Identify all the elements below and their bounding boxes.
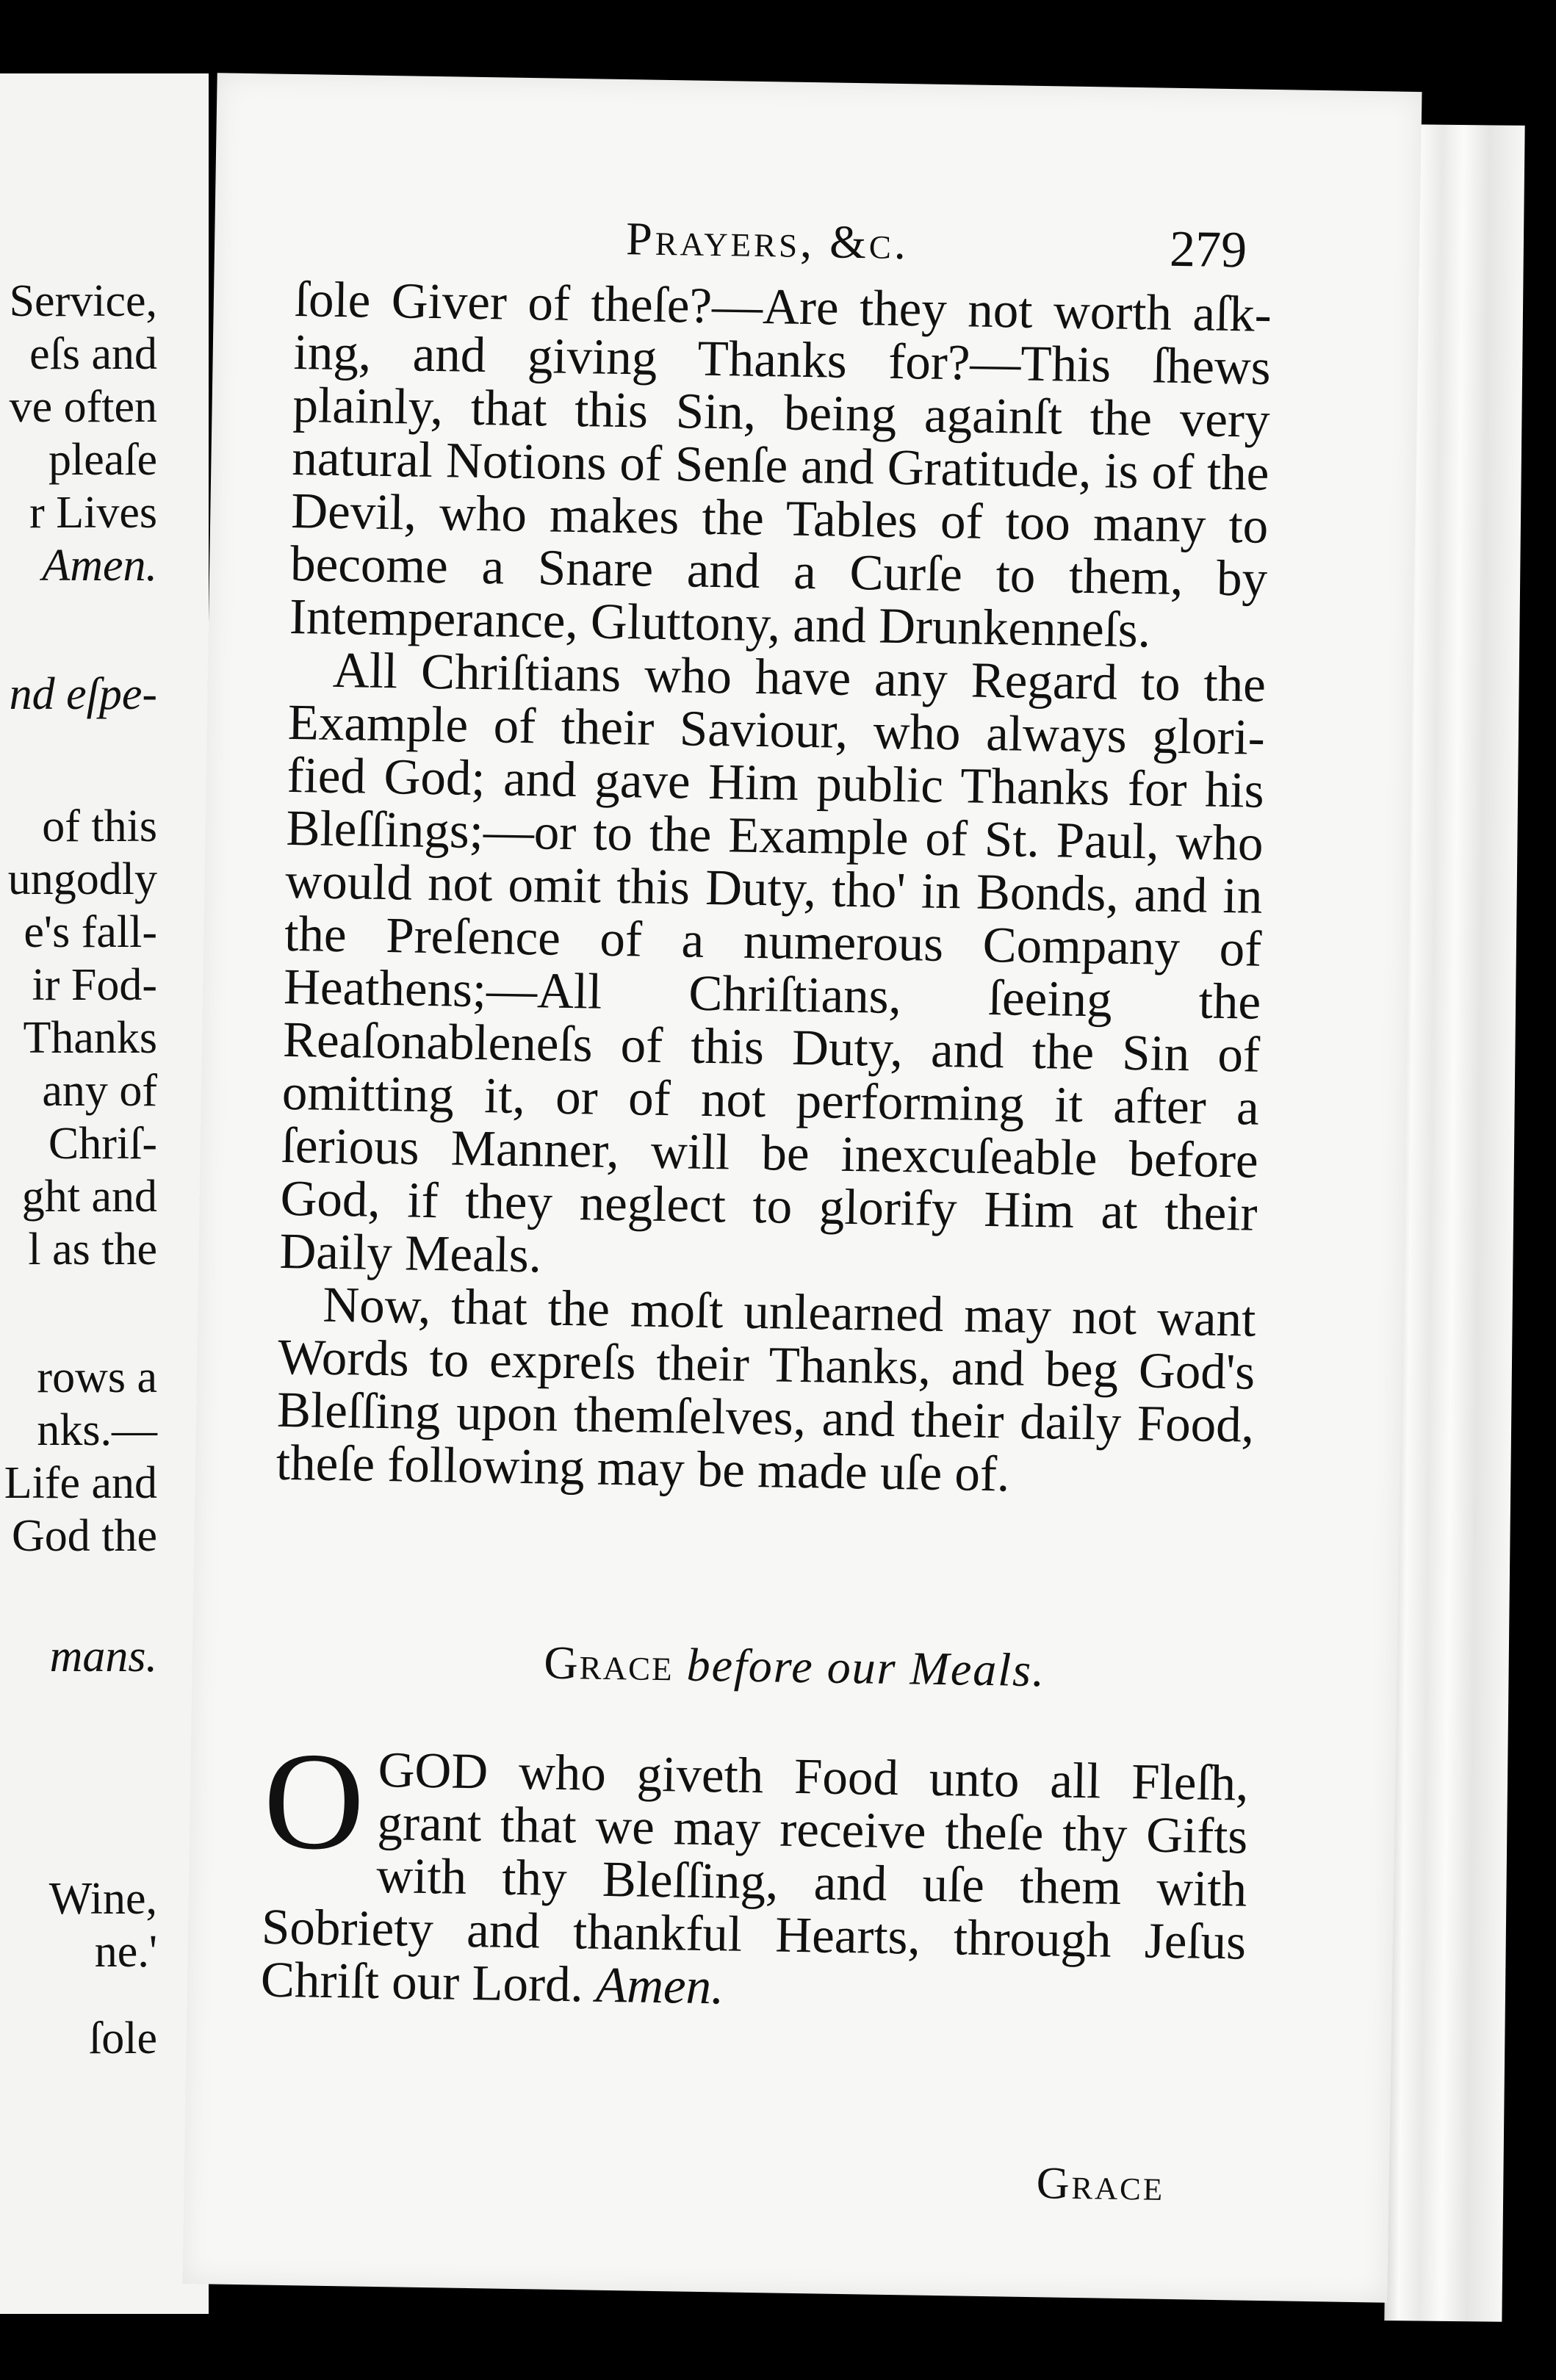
page-number: 279	[1169, 220, 1247, 279]
left-line: God the	[11, 1511, 157, 1561]
left-page-fragment	[0, 73, 209, 2314]
heading-small-caps: Grace	[543, 1636, 674, 1691]
left-line: Wine,	[48, 1874, 157, 1924]
drop-cap: O	[262, 1723, 366, 1880]
catchword: Grace	[1036, 2158, 1165, 2210]
left-line: pleaſe	[48, 435, 157, 485]
left-line: rows a	[37, 1352, 157, 1402]
prayer-text	[260, 1723, 1249, 2022]
paragraph: Now, that the moſt unlearned may not want Words to expreſs their Thanks, and beg God's Bleſſing upon themſelves, and their daily Food, theſe following may be made uſe of.	[275, 1276, 1256, 1502]
body-text	[275, 273, 1272, 1504]
left-line: ir Fod-	[32, 960, 157, 1010]
heading-italic: before our Meals.	[686, 1638, 1046, 1697]
left-line: ne.'	[94, 1927, 157, 1977]
prayer-body: GOD who giveth Food unto all Fleſh, grant that we may receive theſe thy Gifts with thy Bleſſing, and uſe them with Sobriety and thankful Hearts, through Jeſus Chriſt our Lord.	[260, 1742, 1249, 2013]
page-header	[215, 205, 1420, 283]
left-line: Chriſ-	[48, 1119, 157, 1169]
left-line: of this	[42, 801, 157, 851]
left-line: ve often	[9, 382, 157, 432]
prayer-amen: Amen.	[595, 1956, 724, 2015]
book-page-279	[182, 73, 1422, 2302]
left-line: ght and	[21, 1172, 157, 1222]
left-line: l as the	[28, 1225, 157, 1274]
paragraph: All Chriſtians who have any Regard to the Example of their Saviour, who always glori-fied God; and gave Him public Thanks for his Bleſſings;—or to the Example of St. Paul, who would not omit this Duty, tho' in Bonds, and in the Preſence of a numerous Company of Heathens;—All Chriſtians, ſeeing the Reaſonableneſs of this Duty, and the Sin of omitting it, or of not performing it after a ſerious Manner, will be inexcuſeable before God, if they neglect to glorify Him at their Daily Meals.	[278, 641, 1267, 1283]
left-line: ungodly	[7, 854, 157, 904]
left-line: nd eſpe-	[9, 669, 157, 719]
left-line: ſole	[89, 2013, 157, 2063]
left-line: any of	[42, 1066, 157, 1116]
left-line: Thanks	[23, 1013, 157, 1063]
left-line: e's fall-	[24, 907, 157, 957]
section-heading	[192, 1630, 1397, 1703]
left-line: Service,	[9, 276, 157, 326]
left-line: Amen.	[42, 541, 157, 591]
running-head: Prayers, &c.	[625, 212, 910, 270]
left-line: eſs and	[29, 329, 157, 379]
left-line: nks.—	[37, 1405, 157, 1455]
left-line: mans.	[49, 1631, 157, 1681]
paragraph: ſole Giver of theſe?—Are they not worth aſk-ing, and giving Thanks for?—This ſhews plainly, that this Sin, being againſt the very natural Notions of Senſe and Gratitude, is of the Devil, who makes the Tables of too many to become a Snare and a Curſe to them, by Intemperance, Gluttony, and Drunkenneſs.	[289, 271, 1272, 658]
left-line: r Lives	[29, 488, 157, 538]
left-line: Life and	[4, 1458, 157, 1508]
